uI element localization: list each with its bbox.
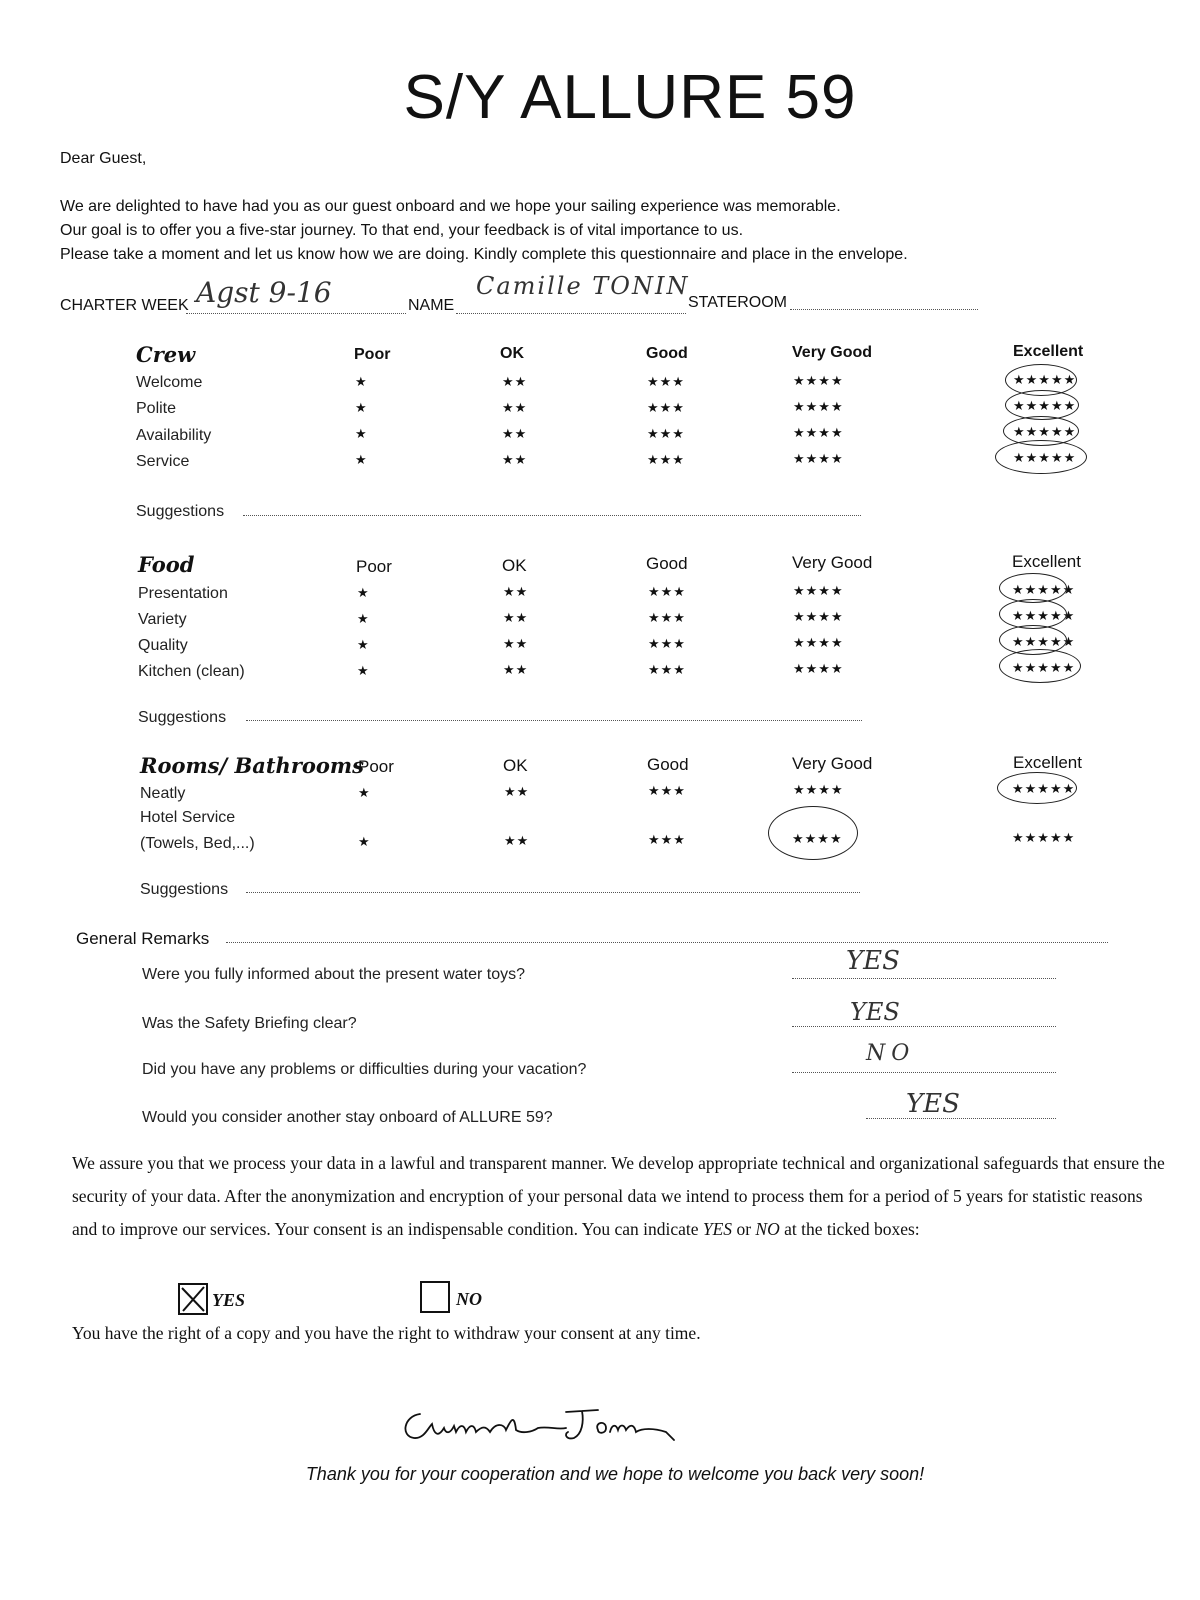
rating-4-star[interactable]: ★★★★ xyxy=(792,831,843,846)
rooms-col-good: Good xyxy=(647,755,689,774)
rooms-col-excellent: Excellent xyxy=(1013,753,1082,772)
consent-no-checkbox[interactable] xyxy=(420,1281,450,1313)
crew-col-very-good: Very Good xyxy=(792,344,873,361)
rating-4-star[interactable]: ★★★★ xyxy=(793,661,844,676)
answer-water-toys: YES xyxy=(846,946,900,976)
food-col-excellent: Excellent xyxy=(1012,552,1081,571)
page-title: S/Y ALLURE 59 xyxy=(403,63,857,132)
rating-1-star[interactable]: ★ xyxy=(355,400,368,415)
rating-1-star[interactable]: ★ xyxy=(358,785,371,800)
rating-5-star[interactable]: ★★★★★ xyxy=(1012,830,1076,845)
consent-yes-label: YES xyxy=(212,1290,246,1310)
food-col-poor: Poor xyxy=(356,557,392,576)
rating-5-star[interactable]: ★★★★★ xyxy=(1012,660,1076,675)
charter-week-line xyxy=(186,313,406,314)
answer-line[interactable] xyxy=(792,1072,1056,1073)
rating-2-star[interactable]: ★★ xyxy=(502,452,528,467)
selection-circle xyxy=(768,806,858,860)
stateroom-line[interactable] xyxy=(790,309,978,310)
rating-2-star[interactable]: ★★ xyxy=(502,374,528,389)
rooms-col-ok: OK xyxy=(503,756,528,775)
rating-5-star[interactable]: ★★★★★ xyxy=(1012,634,1076,649)
rating-1-star[interactable]: ★ xyxy=(358,834,371,849)
selection-circle xyxy=(999,649,1081,683)
food-col-good: Good xyxy=(646,554,688,573)
rating-3-star[interactable]: ★★★ xyxy=(648,783,686,798)
charter-week-value[interactable]: Agst 9-16 xyxy=(196,276,332,309)
crew-suggestions-label: Suggestions xyxy=(136,503,225,520)
intro-line-3: Please take a moment and let us know how we are doing. Kindly complete this questionnaire and place in the envelope. xyxy=(60,246,908,263)
rooms-item-sublabel: (Towels, Bed,...) xyxy=(140,835,255,852)
selection-circle xyxy=(995,440,1087,474)
rating-3-star[interactable]: ★★★ xyxy=(648,636,686,651)
consent-paragraph: We assure you that we process your data in a lawful and transparent manner. We develop appropriate technical and organizational safeguards that ensure the security of your data. After the anonymization and encryption of your personal data we intend to process them for a period of 5 years for statistic reasons and to improve our services. Your consent is an indispensable condition. You can indicate xyxy=(72,1153,1165,1239)
food-item-label: Variety xyxy=(138,611,187,628)
intro-line-2: Our goal is to offer you a five-star journey. To that end, your feedback is of vital importance to us. xyxy=(60,222,744,239)
rating-2-star[interactable]: ★★ xyxy=(504,784,530,799)
answer-line[interactable] xyxy=(866,1118,1056,1119)
crew-item-label: Service xyxy=(136,453,190,470)
name-value[interactable]: Camille TONIN xyxy=(476,272,690,300)
consent-inline-or: or xyxy=(732,1219,756,1239)
food-col-very-good: Very Good xyxy=(792,553,873,572)
consent-inline-no: NO xyxy=(755,1219,780,1239)
consent-inline-tail: at the ticked boxes: xyxy=(779,1219,920,1239)
rooms-col-very-good: Very Good xyxy=(792,754,873,773)
rating-4-star[interactable]: ★★★★ xyxy=(793,635,844,650)
stateroom-label: STATEROOM xyxy=(688,294,787,311)
intro-line-1: We are delighted to have had you as our guest onboard and we hope your sailing experience was memorable. xyxy=(60,198,841,215)
rating-4-star[interactable]: ★★★★ xyxy=(793,451,844,466)
rating-2-star[interactable]: ★★ xyxy=(503,662,529,677)
rating-2-star[interactable]: ★★ xyxy=(503,610,529,625)
rating-5-star[interactable]: ★★★★★ xyxy=(1012,608,1076,623)
food-suggestions-line[interactable] xyxy=(246,720,862,721)
food-item-label: Kitchen (clean) xyxy=(138,663,245,680)
rating-3-star[interactable]: ★★★ xyxy=(647,400,685,415)
consent-inline-yes: YES xyxy=(702,1219,733,1239)
answer-safety-briefing: YES xyxy=(850,998,900,1026)
rooms-col-poor: Poor xyxy=(358,757,394,776)
rating-3-star[interactable]: ★★★ xyxy=(648,832,686,847)
rating-1-star[interactable]: ★ xyxy=(355,426,368,441)
rating-3-star[interactable]: ★★★ xyxy=(648,584,686,599)
rooms-section-title: Rooms/ Bathrooms xyxy=(140,753,364,778)
rating-3-star[interactable]: ★★★ xyxy=(647,452,685,467)
rating-2-star[interactable]: ★★ xyxy=(502,400,528,415)
food-section-title: Food xyxy=(138,552,195,577)
rating-5-star[interactable]: ★★★★★ xyxy=(1013,424,1077,439)
rating-2-star[interactable]: ★★ xyxy=(502,426,528,441)
rating-1-star[interactable]: ★ xyxy=(357,611,370,626)
rating-2-star[interactable]: ★★ xyxy=(503,636,529,651)
general-remarks-line[interactable] xyxy=(226,942,1108,943)
consent-yes-checkbox[interactable] xyxy=(178,1283,208,1315)
rating-4-star[interactable]: ★★★★ xyxy=(793,399,844,414)
food-item-label: Presentation xyxy=(138,585,228,602)
question-another-stay: Would you consider another stay onboard of ALLURE 59? xyxy=(142,1109,553,1126)
rating-4-star[interactable]: ★★★★ xyxy=(793,583,844,598)
consent-text xyxy=(72,1147,1172,1246)
charter-week-label: CHARTER WEEK xyxy=(60,297,189,314)
rating-1-star[interactable]: ★ xyxy=(357,637,370,652)
rating-3-star[interactable]: ★★★ xyxy=(648,662,686,677)
rating-1-star[interactable]: ★ xyxy=(355,452,368,467)
rating-5-star[interactable]: ★★★★★ xyxy=(1012,781,1076,796)
rating-5-star[interactable]: ★★★★★ xyxy=(1013,450,1077,465)
rating-4-star[interactable]: ★★★★ xyxy=(793,782,844,797)
selection-circle xyxy=(997,772,1077,804)
x-mark-icon xyxy=(180,1285,206,1313)
rating-5-star[interactable]: ★★★★★ xyxy=(1012,582,1076,597)
rating-1-star[interactable]: ★ xyxy=(355,374,368,389)
answer-another-stay: YES xyxy=(906,1089,960,1119)
rooms-item-label: Hotel Service xyxy=(140,809,236,826)
rating-2-star[interactable]: ★★ xyxy=(503,584,529,599)
answer-line[interactable] xyxy=(792,978,1056,979)
question-safety-briefing: Was the Safety Briefing clear? xyxy=(142,1015,357,1032)
question-water-toys: Were you fully informed about the present water toys? xyxy=(142,966,526,983)
crew-col-poor: Poor xyxy=(354,346,391,363)
crew-item-label: Polite xyxy=(136,400,177,417)
crew-section-title: Crew xyxy=(136,342,196,367)
food-item-label: Quality xyxy=(138,637,188,654)
crew-suggestions-line[interactable] xyxy=(243,515,861,516)
rating-5-star[interactable]: ★★★★★ xyxy=(1013,398,1077,413)
name-label: NAME xyxy=(408,297,455,314)
rating-2-star[interactable]: ★★ xyxy=(504,833,530,848)
rating-3-star[interactable]: ★★★ xyxy=(647,374,685,389)
rating-4-star[interactable]: ★★★★ xyxy=(793,425,844,440)
rating-3-star[interactable]: ★★★ xyxy=(647,426,685,441)
consent-rights: You have the right of a copy and you have the right to withdraw your consent at any time. xyxy=(72,1323,701,1343)
crew-item-label: Availability xyxy=(136,427,212,444)
rooms-suggestions-line[interactable] xyxy=(246,892,860,893)
general-remarks-label: General Remarks xyxy=(76,929,210,948)
rating-1-star[interactable]: ★ xyxy=(357,663,370,678)
rating-4-star[interactable]: ★★★★ xyxy=(793,609,844,624)
thank-you-note: Thank you for your cooperation and we hope to welcome you back very soon! xyxy=(305,1464,925,1484)
greeting: Dear Guest, xyxy=(60,150,147,167)
food-suggestions-label: Suggestions xyxy=(138,709,227,726)
rooms-suggestions-label: Suggestions xyxy=(140,881,229,898)
food-col-ok: OK xyxy=(502,556,527,575)
signature xyxy=(398,1398,684,1450)
rooms-item-label: Neatly xyxy=(140,785,186,802)
answer-line[interactable] xyxy=(792,1026,1056,1027)
rating-4-star[interactable]: ★★★★ xyxy=(793,373,844,388)
name-line xyxy=(456,313,686,314)
question-problems: Did you have any problems or difficulties during your vacation? xyxy=(142,1061,587,1078)
crew-col-good: Good xyxy=(646,345,688,362)
crew-col-excellent: Excellent xyxy=(1013,343,1084,360)
crew-col-ok: OK xyxy=(500,345,524,362)
consent-no-label: NO xyxy=(456,1289,482,1309)
rating-3-star[interactable]: ★★★ xyxy=(648,610,686,625)
answer-problems: NO xyxy=(866,1041,916,1066)
rating-1-star[interactable]: ★ xyxy=(357,585,370,600)
rating-5-star[interactable]: ★★★★★ xyxy=(1013,372,1077,387)
crew-item-label: Welcome xyxy=(136,374,203,391)
